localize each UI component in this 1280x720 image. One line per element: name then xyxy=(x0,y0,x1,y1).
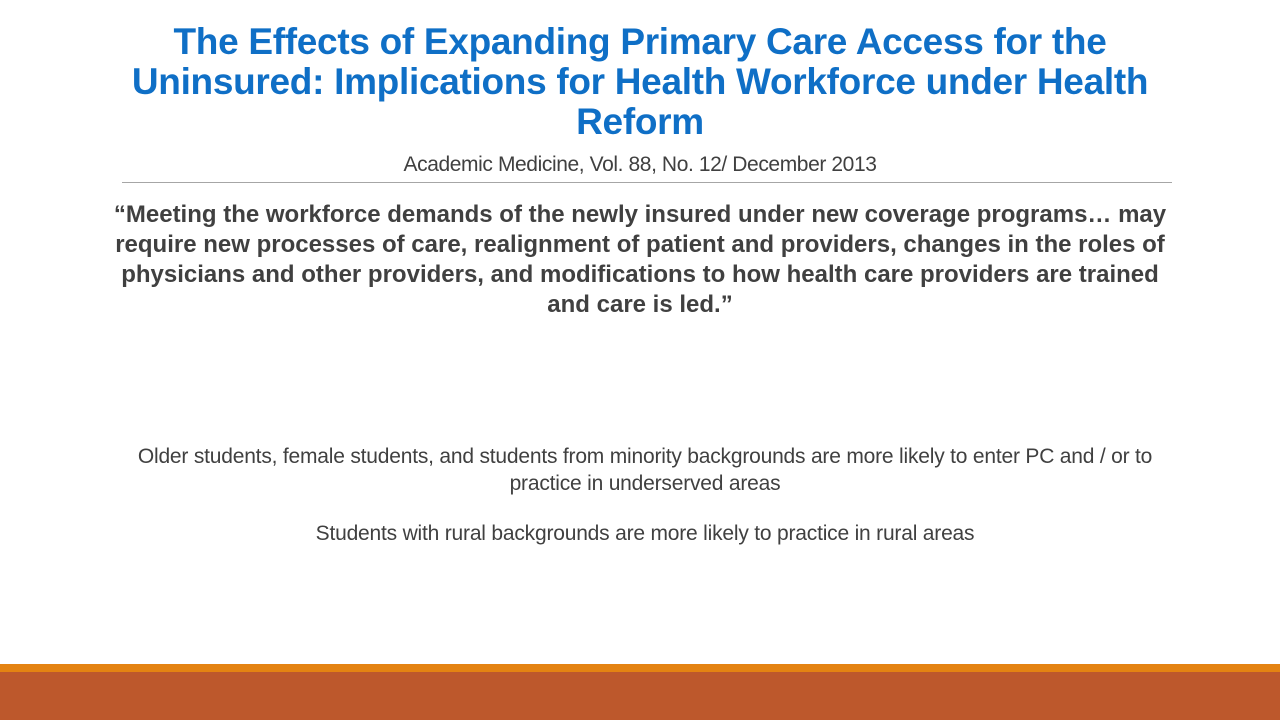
slide-title: The Effects of Expanding Primary Care Access for the Uninsured: Implications for Health Workforce under Health Reform xyxy=(131,21,1149,142)
footer-accent-stripe xyxy=(0,664,1280,672)
slide-subtitle: Academic Medicine, Vol. 88, No. 12/ December 2013 xyxy=(403,153,877,176)
title-divider xyxy=(122,182,1172,183)
body-point-2: Students with rural backgrounds are more likely to practice in rural areas xyxy=(315,522,975,545)
body-point-1: Older students, female students, and students from minority backgrounds are more likely to enter PC and / or to practice in underserved areas xyxy=(137,445,1153,495)
quote-text: “Meeting the workforce demands of the newly insured under new coverage programs… may require new processes of care, realignment of patient and providers, changes in the roles of physicians and other providers, and modifications to how health care providers are trained and care is led.” xyxy=(113,201,1167,318)
footer-bar xyxy=(0,672,1280,720)
